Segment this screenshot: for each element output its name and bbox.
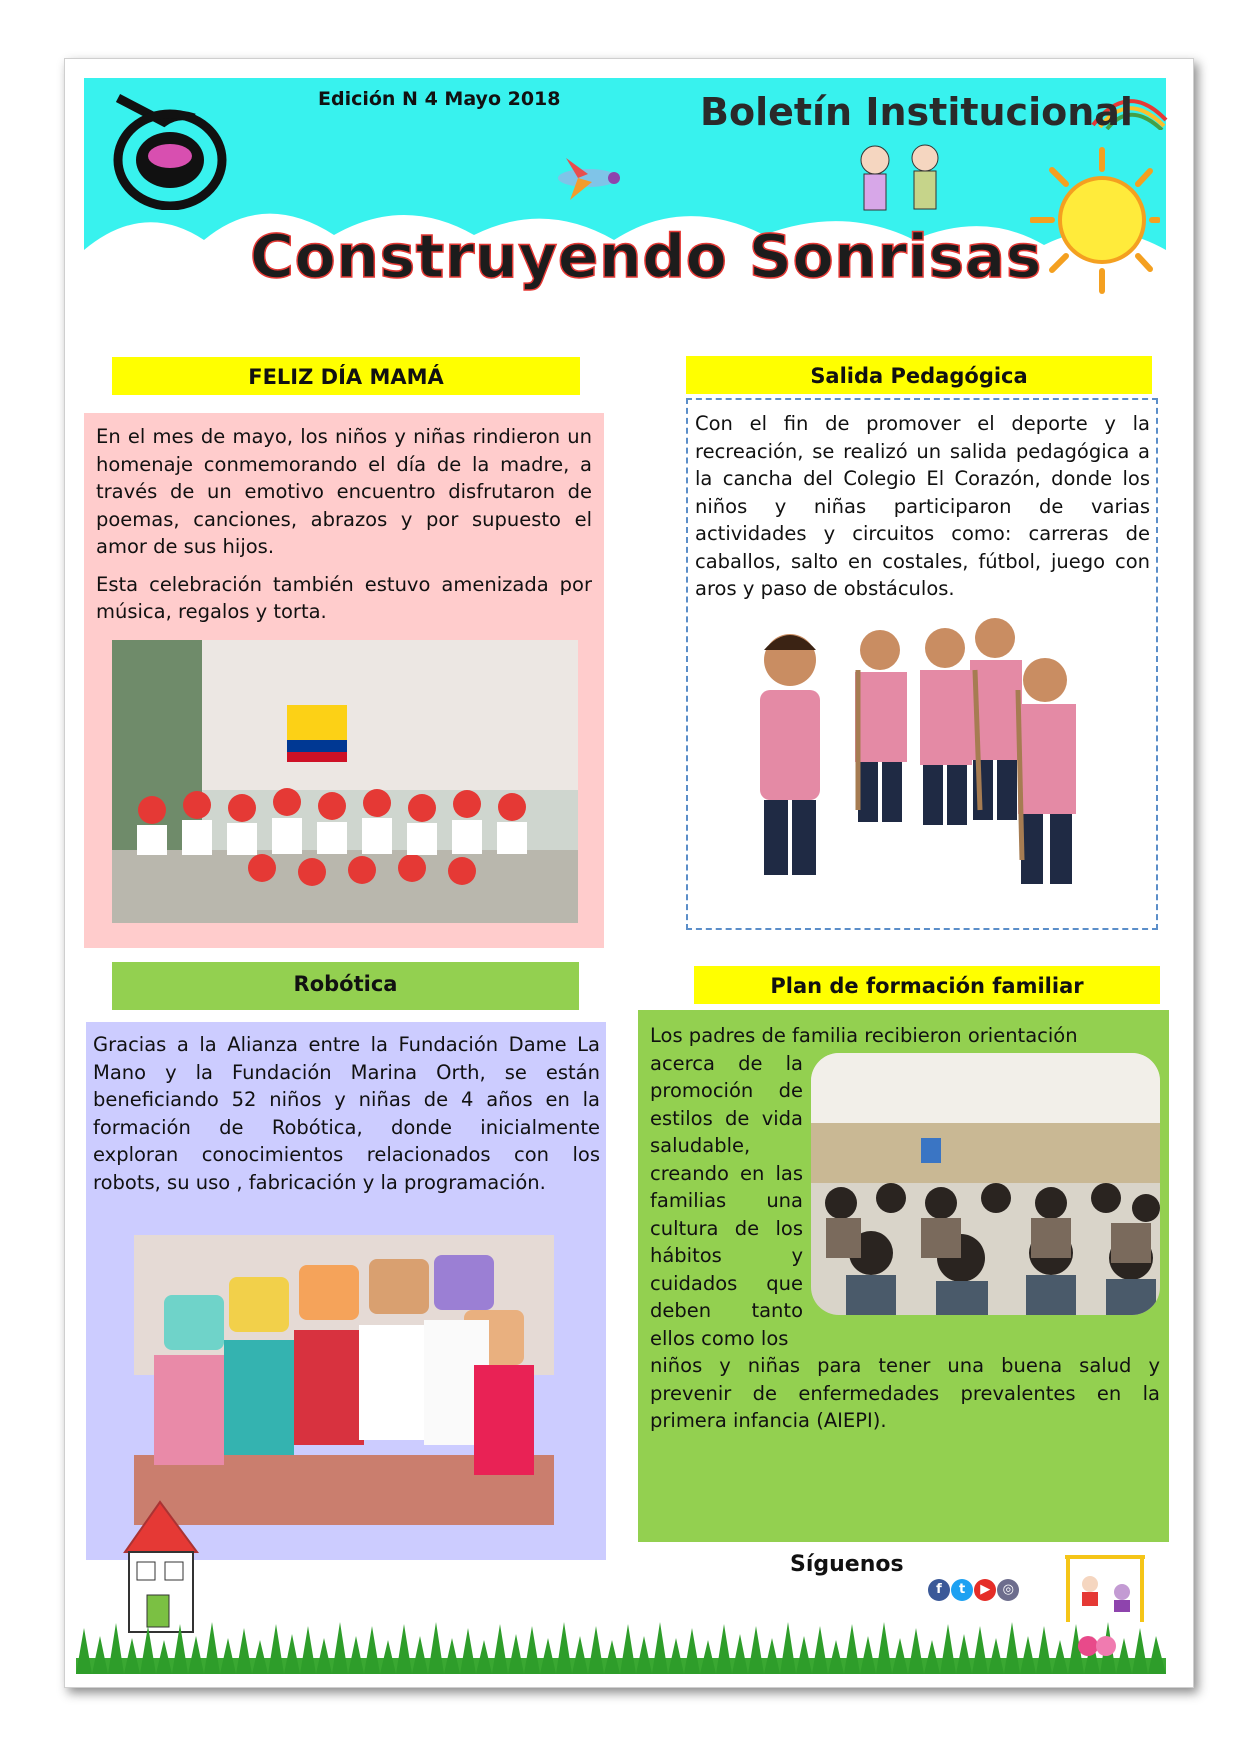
plan-paragraph-side: acerca de la promoción de estilos de vida saludable, creando en las familias una cultura de los hábitos y cuidados que deben tanto ellos como los [650, 1051, 803, 1350]
follow-us-label: Síguenos [790, 1552, 904, 1577]
mama-photo [112, 640, 578, 923]
youtube-icon[interactable]: ▶ [974, 1579, 996, 1601]
salida-photo [740, 610, 1100, 930]
mama-paragraph-2: Esta celebración también estuvo amenizada por música, regalos y torta. [96, 572, 592, 623]
social-icons [928, 1578, 1015, 1601]
plan-paragraph-bottom: niños y niñas para tener una buena salud y prevenir de enfermedades prevalentes en la primera infancia (AIEPI). [650, 1354, 1160, 1432]
section-title-mama: FELIZ DÍA MAMÁ [112, 357, 580, 395]
robotica-photo [134, 1235, 554, 1525]
salida-paragraph: Con el fin de promover el deporte y la recreación, se realizó un salida pedagógica a la cancha del Colegio El Corazón, donde los niños y niñas participaron de varias actividades y circuitos como: carreras de caballos, salto en costales, fútbol, juego con aros y paso de obstáculos. [695, 412, 1150, 600]
bulletin-label: Boletín Institucional [700, 90, 1133, 134]
facebook-icon[interactable]: f [928, 1579, 950, 1601]
edition-label: Edición N 4 Mayo 2018 [318, 88, 561, 110]
section-title-robotica: Robótica [112, 962, 579, 1010]
section-title-plan: Plan de formación familiar [694, 966, 1160, 1004]
sun-icon [1030, 145, 1160, 295]
grass-decoration [76, 1618, 1166, 1674]
house-drawing-icon [115, 1497, 205, 1637]
twitter-icon[interactable]: t [951, 1579, 973, 1601]
newsletter-title: Construyendo Sonrisas [250, 222, 1042, 292]
section-title-salida: Salida Pedagógica [686, 356, 1152, 394]
plan-paragraph-top: Los padres de familia recibieron orientación [650, 1024, 1078, 1047]
swing-drawing-icon [1060, 1552, 1150, 1627]
mama-paragraph-1: En el mes de mayo, los niños y niñas rindieron un homenaje conmemorando el día de la madre, a través de un emotivo encuentro disfrutaron de poemas, canciones, abrazos y por supuesto el amor de sus hijos. [96, 425, 592, 558]
plan-text-box [638, 1010, 1169, 1542]
logo-icon [108, 92, 228, 210]
instagram-icon[interactable]: ◎ [997, 1579, 1019, 1601]
airplane-icon [548, 150, 628, 205]
robotica-paragraph: Gracias a la Alianza entre la Fundación Dame La Mano y la Fundación Marina Orth, se están beneficiando 52 niños y niñas de 4 años en la formación de Robótica, donde inicialmente exploran conocimientos relacionados con los robots, su uso , fabricación y la programación. [93, 1033, 600, 1194]
plan-photo [811, 1053, 1160, 1315]
